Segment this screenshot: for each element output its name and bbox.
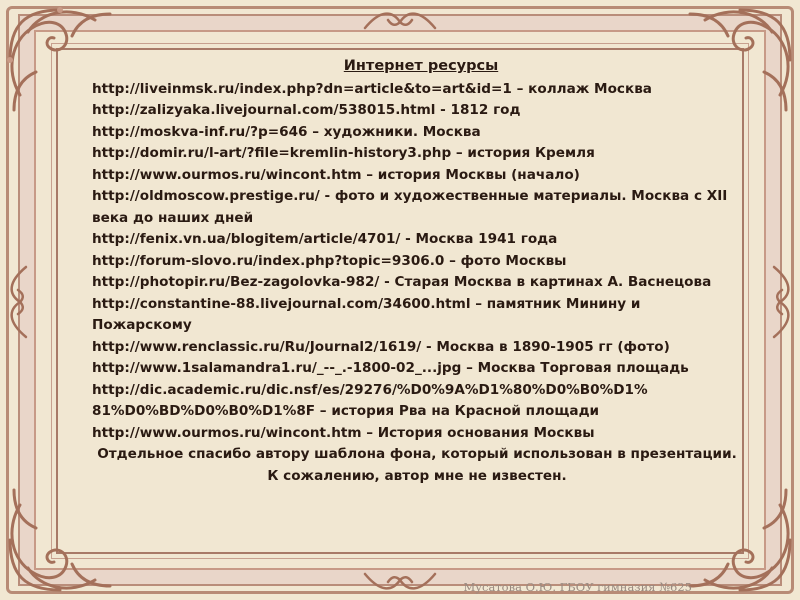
resource-link[interactable]: http://domir.ru/l-art/?file=kremlin-history3.php – история Кремля <box>92 145 595 161</box>
resource-link[interactable]: http://www.renclassic.ru/Ru/Journal2/1619/ - Москва в 1890-1905 гг (фото) <box>92 338 670 355</box>
resource-link[interactable]: http://moskva-inf.ru/?p=646 – художники. Москва <box>92 123 481 140</box>
resource-link[interactable]: http://fenix.vn.ua/blogitem/article/4701/ - Москва 1941 года <box>92 231 558 247</box>
corner-ornament-icon <box>0 480 120 600</box>
resource-link[interactable]: http://liveinmsk.ru/index.php?dn=article&to=art&id=1 – коллаж Москва <box>92 80 652 97</box>
thanks-line: Отдельное спасибо автору шаблона фона, который использован в презентации. <box>97 446 737 462</box>
resource-link[interactable]: http://oldmoscow.prestige.ru/ - фото и художественные материалы. Москва с XII века до наших дней <box>92 188 728 226</box>
resource-link[interactable]: http://photopir.ru/Bez-zagolovka-982/ - Старая Москва в картинах А. Васнецова <box>92 274 712 290</box>
top-scroll-ornament-icon <box>360 6 440 36</box>
corner-ornament-icon <box>680 480 800 600</box>
resource-link[interactable]: http://dic.academic.ru/dic.nsf/es/29276/%D0%9A%D1%80%D0%B0%D1% 81%D0%BD%D0%B0%D1%8F – история Рва на Красной площади <box>92 381 648 419</box>
thanks-line: К сожалению, автор мне не известен. <box>267 467 567 484</box>
right-scroll-ornament-icon <box>766 262 796 342</box>
author-footer: Мусатова О.Ю. ГБОУ гимназия №625 <box>463 580 692 594</box>
resource-link[interactable]: http://forum-slovo.ru/index.php?topic=9306.0 – фото Москвы <box>92 252 567 269</box>
bottom-scroll-ornament-icon <box>360 566 440 596</box>
resource-link[interactable]: http://constantine-88.livejournal.com/34600.html – памятник Минину и Пожарскому <box>92 295 641 333</box>
resource-link[interactable]: http://www.1salamandra1.ru/_--_.-1800-02_...jpg – Москва Торговая площадь <box>92 360 689 376</box>
resource-link[interactable]: http://www.ourmos.ru/wincont.htm – история Москвы (начало) <box>92 166 580 183</box>
left-scroll-ornament-icon <box>4 262 34 342</box>
resource-link[interactable]: http://www.ourmos.ru/wincont.htm – История основания Москвы <box>92 424 595 441</box>
resources-content <box>92 56 742 487</box>
resource-link[interactable]: http://zalizyaka.livejournal.com/538015.html - 1812 год <box>92 102 521 118</box>
page-title: Интернет ресурсы <box>343 58 499 74</box>
